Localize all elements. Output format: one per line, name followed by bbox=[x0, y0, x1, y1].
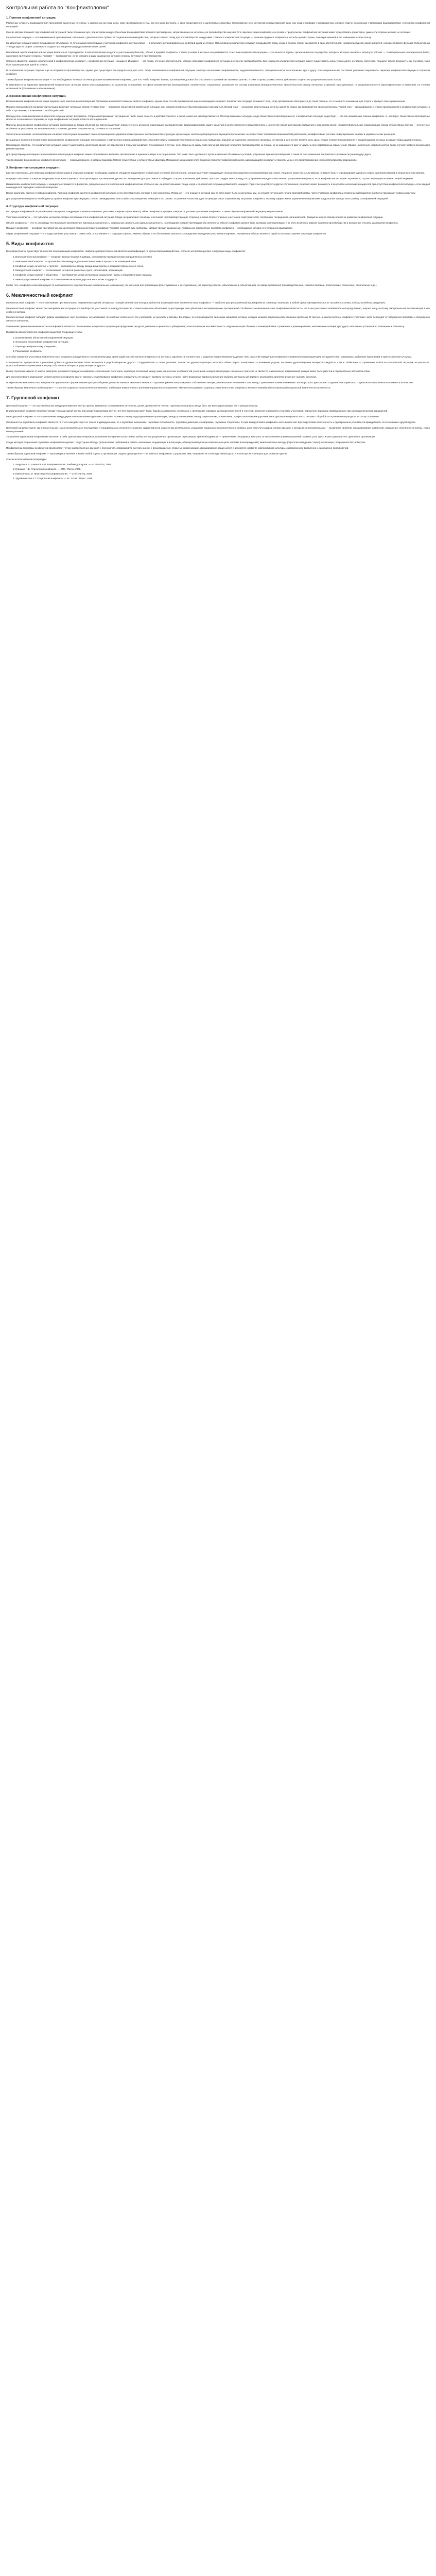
list-item: 1. Возникновение объективной конфликтной ситуации; bbox=[15, 336, 430, 340]
document-title: Контрольная работа по "Конфликтологии" bbox=[6, 5, 109, 11]
paragraph: Особенностью группового конфликта является то, что в нём действуют не только индивидуальные, но и групповые механизмы: групповая сплочённость, групповое давление, конформизм, групповые стереотипы. В ходе межгруппового конфликта часто возрастает внутригрупповая сплочённость и одновременно усиливается враждебность по отношению к другой группе. bbox=[6, 420, 416, 423]
paragraph: Инцидент выполняет в конфликте функцию «спускового крючка»: он актуализирует противоречия, делает их очевидными для участников и побуждает стороны к активным действиям. При этом следует иметь в виду, что устранение инцидента не означает разрешения конфликта: если конфликтная ситуация сохраняется, то рано или поздно возникнет новый инцидент. bbox=[6, 177, 414, 180]
paragraph: Кроме того, конфликты классифицируют по направленности (горизонтальные, вертикальные, смешанные), по значению для организации (конструктивные и деструктивные), по характеру причин (объективные и субъективные), по сфере проявления (производственные, семейно-бытовые, политические, этнические, религиозные и др.). bbox=[6, 283, 377, 286]
list-item: 3. Емельянов С.М. Практикум по конфликтологии. — СПб.: Питер, 2003. bbox=[15, 472, 430, 476]
paragraph: Управление групповыми конфликтами включает в себя: диагностику конфликта, выявление его причин и участников; выбор метода разрешения; организацию переговоров; при необходимости — привлечение посредника; контроль за выполнением принятых решений. Важную роль здесь играет руководитель группы или организации. bbox=[6, 435, 376, 438]
section-heading: 7. Групповой конфликт bbox=[6, 395, 60, 401]
numbered-list bbox=[6, 336, 430, 353]
numbered-list bbox=[6, 256, 430, 282]
paragraph: Многие авторы понимают под конфликтной ситуацией такое положение дел, при котором между субъектами взаимодействия возникло противоречие, затрагивающее их интересы, но противоборства ещё нет. Это скрытая стадия конфликта, его основа и предпосылка. Конфликтная ситуация может существовать объективно, даже если стороны её пока не осознают. bbox=[6, 30, 411, 33]
list-item: 1. Внутриличностный конфликт — конфликт внутри психики индивида, столкновение противоположно направленных мотивов. bbox=[15, 256, 430, 259]
paragraph: Различные субъекты взаимодействия преследуют различные интересы, у каждого из них свои цели, свои представления о том, как эти цели достигать, и свои представления о допустимых средствах. Столкновение этих интересов и представлений рано или поздно приводит к противоречию, которое, будучи осознанным участниками взаимодействия, становится конфликтной ситуацией. bbox=[6, 22, 430, 28]
section bbox=[6, 395, 430, 480]
paragraph: Причины возникновения конфликтных ситуаций многообразны. Среди объективных причин выделяют: ограниченность ресурсов, подлежащих распределению; взаимозависимость задач; различия в целях; различия в представлениях и ценностях; различия в манере поведения и жизненном опыте; неудовлетворительные коммуникации. Среди субъективных причин — личностные особенности участников, их эмоциональное состояние, уровень конфликтности, склонность к агрессии. bbox=[6, 124, 430, 130]
paragraph: Основными причинами межличностных конфликтов являются: столкновение интересов в процессе распределения ресурсов; различие в ценностях и убеждениях; психологическая несовместимость; нарушение норм общения и взаимодействия; стремление к доминированию; непонимание позиции друг друга; негативные установки по отношению к оппоненту. bbox=[6, 325, 405, 328]
paragraph: Профилактика групповых конфликтов предполагает чёткое распределение функций и полномочий, справедливую систему оценки и вознаграждения, открытые коммуникации, формирование общих целей и ценностей, развитие корпоративной культуры, своевременное выявление и разрешение противоречий. bbox=[6, 446, 349, 449]
section bbox=[6, 292, 430, 391]
paragraph: Конфликтная ситуация может складываться объективно, то есть помимо воли будущих участников конфликта, и субъективно — в результате целенаправленных действий одной из сторон. Объективная конфликтная ситуация складывается тогда, когда интересы сторон расходятся в силу обстоятельств: нехватки ресурсов, различия целей, несовместимости функций. Субъективная — когда одна из сторон сознательно создаёт противоречие ради достижения своих целей. bbox=[6, 42, 430, 48]
paragraph: Важнейшей чертой конфликтной ситуации является её структурность: в ней всегда можно выделить участников (субъектов), объект и предмет конфликта, а также условия, в которых она развивается. Участники конфликтной ситуации — это личности, группы, организации или государства, интересы которых оказались затронуты. Объект — то материальное или идеальное благо, на которое претендуют стороны. Предмет — противоречие, из-за которого и ради разрешения которого стороны вступают в противоборство. bbox=[6, 50, 430, 57]
paragraph: В конфликтологии существует множество классификаций конфликтов. Наиболее распространённой является классификация по субъектам взаимодействия, согласно которой выделяют следующие виды конфликтов: bbox=[6, 250, 246, 253]
paragraph: Процесс возникновения конфликтной ситуации включает несколько этапов. Первый этап — появление объективной проблемной ситуации, при которой интересы субъектов начинают расходиться. Второй этап — осознание этой ситуации хотя бы одной из сторон как противоречия своим интересам. Третий этап — формирование у сторон представлений о конфликтной ситуации, о себе и противнике, о возможных способах действий. bbox=[6, 106, 430, 112]
paragraph: Согласно формуле, широко используемой в конфликтологии, конфликт = конфликтная ситуация + инцидент. Инцидент — это повод, стечение обстоятельств, которое переводит конфликтную ситуацию в открытое противоборство. Без инцидента конфликтная ситуация может существовать сколь угодно долго, оставаясь латентной. Инцидент может возникнуть как случайно, так и быть спровоцирован одной из сторон. bbox=[6, 60, 430, 66]
section-heading: 3. Конфликтная ситуация и инцидент. bbox=[6, 166, 60, 170]
paragraph: Для конструктивного разрешения межличностного конфликта важно: признать существование конфликта; определить его предмет; выявить интересы сторон; найти возможные варианты решения; выбрать оптимальный вариант; реализовать принятое решение; оценить результат. bbox=[6, 375, 317, 378]
paragraph: В развитии межличностного конфликта выделяют следующие этапы: bbox=[6, 330, 83, 333]
paragraph: Групповой конфликт имеет как отрицательные, так и положительные последствия. К отрицательным относятся: снижение эффективности совместной деятельности, ухудшение социально-психологического климата, рост текучести кадров, потери времени и ресурсов. К положительным — выявление проблем, стимулирование изменений, повышение сплочённости группы, поиск новых решений. bbox=[6, 426, 430, 433]
numbered-list bbox=[6, 463, 430, 480]
section-heading: 4. Структура конфликтной ситуации. bbox=[6, 205, 59, 208]
paragraph: Значительное влияние на возникновение конфликтной ситуации оказывают также организационно-управленческие причины: несовершенство структуры организации, нечёткое распределение функций и полномочий, несоответствие требований возможностям работников, неэффективная система стимулирования, ошибки в управленческих решениях. bbox=[6, 132, 396, 135]
list-item: 2. Гришина Н.В. Психология конфликта. — СПб.: Питер, 2005. bbox=[15, 468, 430, 471]
paragraph: Важно различать причину и повод конфликта. Причина конфликта кроется в конфликтной ситуации, в тех противоречиях, которые в ней накопились. Повод же — это инцидент, который сам по себе может быть незначительным, но служит толчком для начала противоборства. Часто участники конфликта и сторонние наблюдатели ошибочно принимают повод за причину. bbox=[6, 192, 416, 195]
paragraph: Среди методов разрешения групповых конфликтов выделяют: структурные методы (разъяснение требований к работе, механизмы координации и интеграции, общеорганизационные комплексные цели, система вознаграждений); межличностные методы (стратегии поведения сторон); переговоры; посредничество; арбитраж. bbox=[6, 441, 366, 444]
paragraph: Таким образом, конфликтная ситуация — это необходимое, но недостаточное условие возникновения конфликта. Для того чтобы конфликт возник, противоречие должно быть осознано сторонами как значимое для них, а сами стороны должны начать действовать в целях его разрешения в свою пользу. bbox=[6, 78, 342, 81]
paragraph: Объект конфликта — это то, по поводу чего возникает противоречие: материальная ценность, социальная ценность или идеальная ценность, на обладание которой претендуют оба оппонента. Объект конфликта должен быть делимым или неделимым, и от этого во многом зависит характер противоборства и возможные способы разрешения конфликта. bbox=[6, 221, 398, 224]
section-heading: 5. Виды конфликтов bbox=[6, 241, 54, 246]
paragraph: Взаимосвязь конфликтной ситуации и инцидента отражается в формулах, предложенных в отечественной конфликтологии. Согласно им, конфликт возникает тогда, когда к конфликтной ситуации добавляется инцидент. При этом существует и другое соотношение: конфликт может возникнуть в результате нескольких инцидентов при отсутствии конфликтной ситуации, если каждый из инцидентов порождает новое противоречие. bbox=[6, 182, 430, 189]
paragraph: Для предотвращения перерастания конфликтной ситуации в конфликт важно своевременно выявлять противоречия и принимать меры к их разрешению. Это может быть достигнуто путём изменения объективных условий, устранения причин противоречий, а также за счёт изменения восприятия сторонами ситуации и друг друга. bbox=[6, 153, 372, 156]
list-item: 4. Межгрупповой конфликт — столкновение интересов различных групп, коллективов, организаций. bbox=[15, 269, 430, 273]
paragraph: Соперничество предполагает стремление добиться удовлетворения своих интересов в ущерб интересам другого. Сотрудничество — поиск решения, полностью удовлетворяющего интересы обеих сторон. Компромисс — взаимные уступки, частичное удовлетворение интересов каждой из сторон. Избегание — стремление выйти из конфликтной ситуации, не решая её. Приспособление — принесение в жертву собственных интересов ради интересов другого. bbox=[6, 361, 430, 367]
paragraph: Выбор стратегии зависит от многих факторов: значимости предмета конфликта, соотношения сил сторон, характера отношений между ними, личностных особенностей участников, конкретной ситуации. Ни одна из стратегий не является универсально эффективной; каждая может быть уместна в определённых обстоятельствах. bbox=[6, 370, 371, 373]
paragraph: В конфликтной ситуации стороны ещё не вступили в противоборство, однако уже существуют все предпосылки для этого. Люди, оказавшиеся в конфликтной ситуации, зачастую испытывают напряжённость, неудовлетворённость, подозрительность по отношению друг к другу. Эти эмоциональные состояния усиливают вероятность перехода конфликтной ситуации в открытый конфликт. bbox=[6, 69, 430, 75]
section-heading: 2. Возникновение конфликтной ситуации. bbox=[6, 95, 66, 98]
list-item: 6. Межгосударственный конфликт — столкновение интересов двух или нескольких государств. bbox=[15, 278, 430, 282]
list-item: 2. Межличностный конфликт — противоборство между отдельными личностями в процессе их взаимодействия. bbox=[15, 260, 430, 264]
paragraph: Как уже отмечалось, для перехода конфликтной ситуации в открытый конфликт необходим инцидент. Инцидент представляет собой такое стечение обстоятельств, которое выступает поводом для начала непосредственного противоборства сторон. Инцидент может быть случайным, но может быть и спровоцирован одной из сторон, заинтересованной в открытом столкновении. bbox=[6, 171, 425, 174]
paragraph: В структуре конфликтной ситуации принято выделять следующие основные элементы: участники конфликта (оппоненты), объект конфликта, предмет конфликта, условия протекания конфликта, а также образы конфликтной ситуации у её участников. bbox=[6, 210, 284, 213]
list-item: 2. Осознание объективной конфликтной ситуации; bbox=[15, 341, 430, 344]
paragraph: Предмет конфликта — основное противоречие, из-за которого стороны вступают в конфликт. Предмет отражает суть проблемы, которая требует разрешения. Правильное определение предмета конфликта — необходимое условие его успешного разрешения. bbox=[6, 227, 293, 230]
paragraph: Участники конфликта — это субъекты, интересы которых затрагиваются в конфликтной ситуации. Среди них различают основных участников (противоборствующие стороны), а также второстепенных участников: подстрекателей, пособников, посредников, организаторов. Каждый из них по-своему влияет на развитие конфликтной ситуации. bbox=[6, 215, 383, 218]
list-item: 1. Анцупов А.Я., Шипилов А.И. Конфликтология: Учебник для вузов. — М.: ЮНИТИ, 2004. bbox=[15, 463, 430, 467]
section-heading: 1. Понятие конфликтной ситуации. bbox=[6, 16, 57, 20]
list-item: 3. Переход к конфликтному поведению; bbox=[15, 345, 430, 349]
list-item: 4. Разрешение конфликта. bbox=[15, 350, 430, 353]
paragraph: В социально-психологическом плане возникновение конфликтной ситуации часто связано с нарушением норм взаимодействия, несоответствием ожиданий участников их реальному поведению, борьбой за лидерство, различием групповых интересов и ценностей. Особую роль здесь играют стереотипы восприятия и предубеждения, которые искажают образ другой стороны. bbox=[6, 138, 422, 141]
paragraph: Важную роль в возникновении конфликтной ситуации играет восприятие. Стороны воспринимают ситуацию не такой, какая она есть в действительности, а такой, какой она им представляется. Поэтому возможны ситуации, когда объективного противоречия нет, а конфликтная ситуация существует — это так называемые ложные конфликты. И, наоборот, объективное противоречие может не осознаваться сторонами, и тогда конфликтная ситуация остаётся потенциальной. bbox=[6, 114, 430, 121]
paragraph: Конфликтная ситуация — это накопившиеся противоречия, связанные с деятельностью субъектов социального взаимодействия, которые создают почву для противоборства между ними. Главное в конфликтной ситуации — наличие предмета конфликта и хотя бы одной стороны, заинтересованной в его изменении в свою пользу. bbox=[6, 36, 372, 39]
paragraph: Внутригрупповой конфликт возникает между членами одной группы или между подгруппами внутри неё. Его причинами могут быть: борьба за лидерство, несогласие с групповыми нормами, распределение ролей и статусов, различия в ценностях и мотивах участников, нарушение принципа справедливости при распределении вознаграждений. bbox=[6, 410, 388, 413]
document-body bbox=[6, 16, 430, 481]
paragraph: Образ конфликтной ситуации — это представление участников о самих себе, о противнике и о ситуации в целом. Именно образы, а не объективная реальность определяют поведение участников конфликта. Искажённые образы являются одной из основных причин эскалации конфликтов. bbox=[6, 232, 327, 235]
paragraph: Способы поведения участников межличностного конфликта определяются соотношением двух ориентаций: на собственные интересы и на интересы партнёра. В соответствии с моделью Томаса-Килмена выделяют пять стратегий поведения в конфликте: соперничество (конкуренция), сотрудничество, компромисс, избегание (уклонение) и приспособление (уступка). bbox=[6, 355, 412, 358]
section bbox=[6, 16, 430, 91]
document bbox=[0, 0, 436, 481]
paragraph: Таким образом, групповой конфликт — закономерное явление в жизни любой группы и организации. Задача руководителя — не избегать конфликтов, а управлять ими, направляя их в конструктивное русло и используя их потенциал для развития группы. bbox=[6, 452, 288, 455]
list-item: 3. Конфликт между личностью и группой — противоречие между ожиданиями группы и позицией отдельного её члена. bbox=[15, 265, 430, 268]
section bbox=[6, 205, 430, 236]
section bbox=[6, 241, 430, 287]
paragraph: Межличностный конфликт обладает рядом характерных черт. Во-первых, он затрагивает личностные особенности его участников, их ценности и мотивы. Во-вторых, он сопровождается сильными эмоциями, которые нередко мешают рациональному решению проблемы. В-третьих, в межличностном конфликте участники часто переходят от обсуждения проблемы к обсуждению личности оппонента. bbox=[6, 316, 430, 323]
section-heading: 6. Межличностный конфликт bbox=[6, 292, 73, 298]
paragraph: Профилактика межличностных конфликтов предполагает формирование культуры общения, развитие навыков эмпатии и активного слушания, умение контролировать собственные эмоции, уважительное отношение к оппоненту, стремление к взаимопониманию. Большую роль здесь играет создание благоприятного социально-психологического климата в коллективе. bbox=[6, 381, 414, 384]
paragraph: Межличностный конфликт — это столкновение противоположно направленных целей, интересов, позиций, мнений или взглядов субъектов взаимодействия. Межличностные конфликты — наиболее распространённый вид конфликтов. Они могут возникать в любой сфере жизнедеятельности: на работе, в семье, в быту, в учебных заведениях. bbox=[6, 301, 386, 304]
paragraph: Для разрешения конфликта необходимо устранить конфликтную ситуацию, то есть ликвидировать или ослабить противоречия, лежащие в его основе. Устранение только инцидента приводит лишь к временному затуханию конфликта. Поэтому эффективное управление конфликтами предполагает прежде всего работу с конфликтной ситуацией. bbox=[6, 197, 389, 200]
list-item: 4. Здравомыслов А.Г. Социология конфликта. — М.: Аспект Пресс, 1996. bbox=[15, 477, 430, 481]
paragraph: Межгрупповой конфликт — это столкновение между двумя или несколькими группами. Он может возникать между подразделениями организации, между организациями, между социальными, этническими, профессиональными группами. Межгрупповые конфликты часто связаны с борьбой за ограниченные ресурсы, за статус и влияние. bbox=[6, 415, 379, 418]
list-item: 5. Конфликт между группой и обществом — противоречие между интересами социальной группы и общественными нормами. bbox=[15, 274, 430, 277]
paragraph: Межличностный конфликт можно рассматривать как ситуацию противоборства участников по поводу восприятия и осмысления ими объективно существующих или субъективно воспринимаемых противоречий. Особенностью межличностных конфликтов является то, что в них участники сталкиваются непосредственно, лицом к лицу, и потому эмоциональная составляющая в них особенно велика. bbox=[6, 307, 430, 313]
section bbox=[6, 94, 430, 162]
paragraph: Таким образом, межличностный конфликт — сложное социально-психологическое явление, требующее внимательного изучения и грамотного управления. Умение конструктивно разрешать межличностные конфликты является важнейшей составляющей социальной компетентности личности. bbox=[6, 386, 331, 389]
paragraph: Необходимо отметить, что конфликтная ситуация может существовать длительное время, не перерастая в открытый конфликт. Это возможно в случае, если стороны по каким-либо причинам избегают открытого противоборства: из страха, из-за зависимости друг от друга, в силу нормативных ограничений. Однако накопление напряжённости в таких случаях чревато внезапным и резким взрывом. bbox=[6, 144, 430, 150]
paragraph: Групповой конфликт — это противоборство между группами или внутри группы, вызванное столкновением интересов, целей, ценностей её членов. Групповые конфликты могут быть как внутригрупповыми, так и межгрупповыми. bbox=[6, 404, 258, 407]
section bbox=[6, 166, 430, 201]
paragraph: В зависимости от характера противоречий конфликтные ситуации можно классифицировать по различным основаниям: по сфере возникновения (экономические, политические, социальные, духовные), по составу участников (внутриличностные, межличностные, между личностью и группой, межгрупповые), по продолжительности (кратковременные и затяжные), по степени осознанности (осознанные и неосознанные). bbox=[6, 83, 430, 90]
paragraph: Возникновению конфликтной ситуации предшествует накопление противоречий. Противоречия являются базисом любого конфликта, однако сами по себе противоречия ещё не порождают конфликт. Конфликтная ситуация возникает тогда, когда противоречия обостряются до такой степени, что становятся значимыми для сторон и требуют своего разрешения. bbox=[6, 100, 406, 103]
paragraph: Таким образом, возникновение конфликтной ситуации — сложный процесс, в котором взаимодействуют объективные и субъективные факторы. Понимание механизмов этого процесса позволяет вовремя распознать зарождающийся конфликт и принять меры к его предупреждению или конструктивному разрешению. bbox=[6, 158, 357, 161]
paragraph: Список использованной литературы: bbox=[6, 457, 47, 461]
